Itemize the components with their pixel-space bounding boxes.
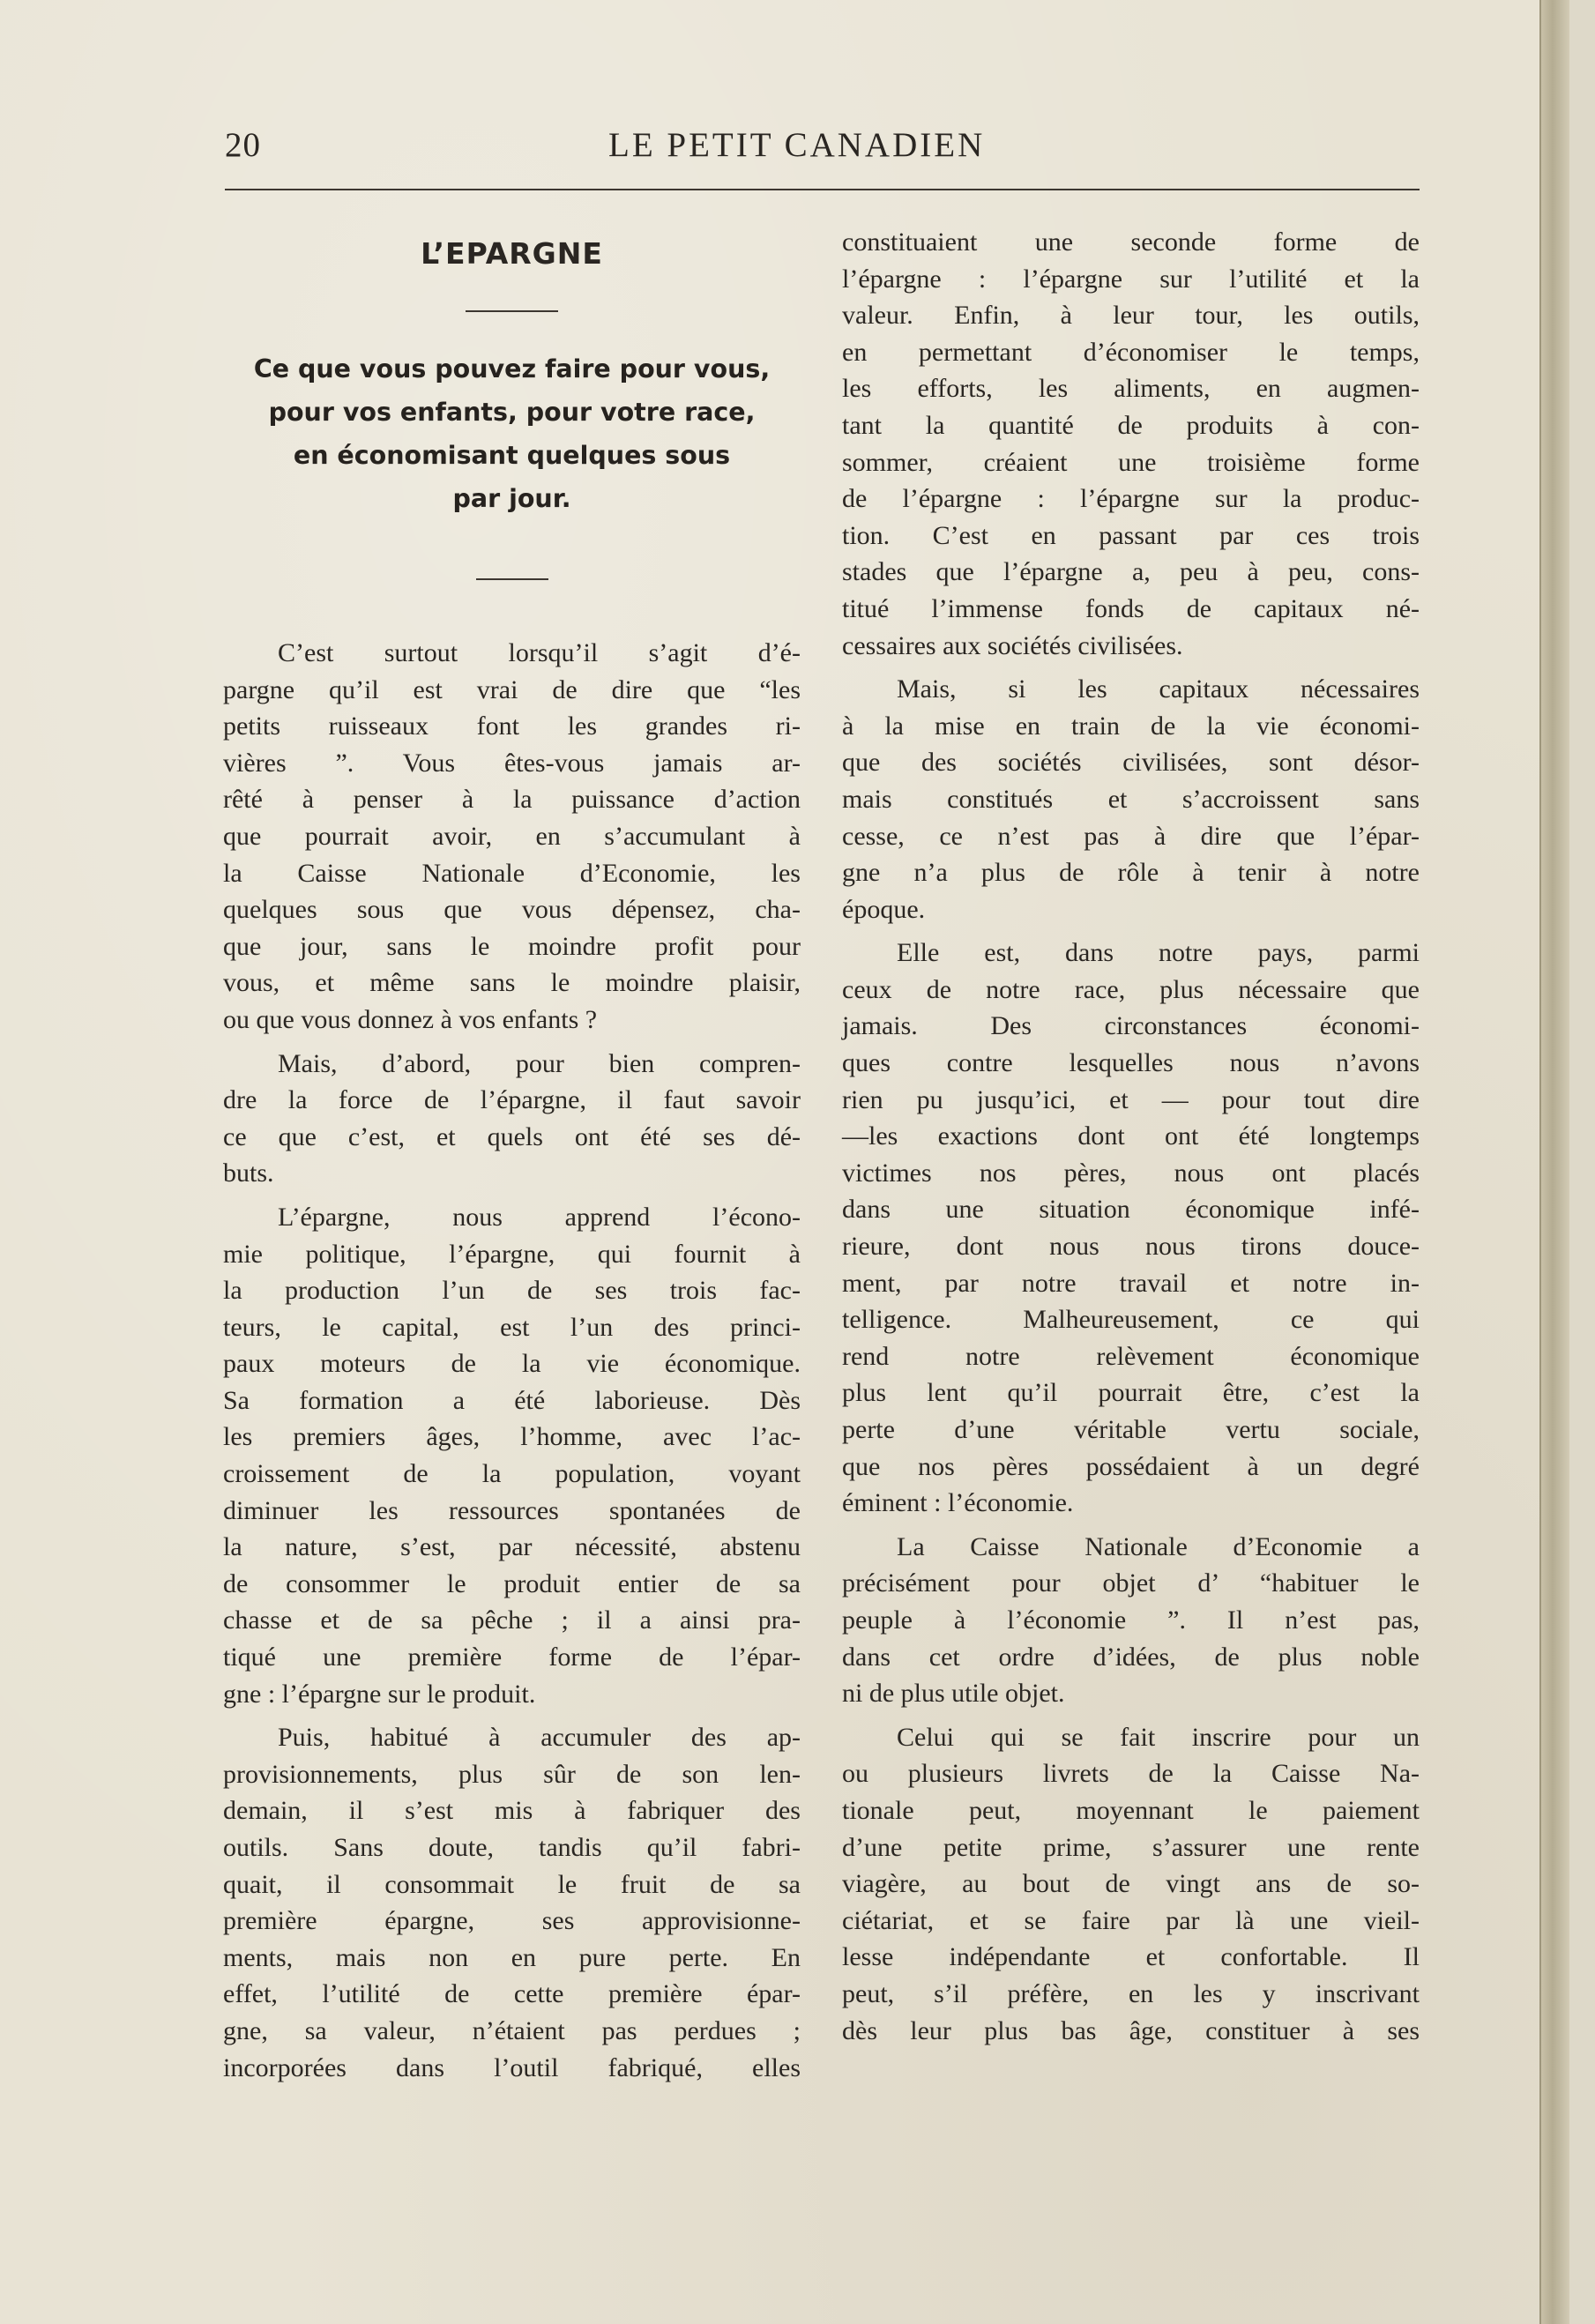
- text-line: les efforts, les aliments, en augmen-: [842, 374, 1420, 404]
- text-line: gne : l’épargne sur le produit.: [223, 1679, 536, 1709]
- text-line: outils. Sans doute, tandis qu’il fabri-: [223, 1833, 801, 1862]
- text-line: effet, l’utilité de cette première épar-: [223, 1979, 801, 2009]
- text-line: ou plusieurs livrets de la Caisse Na-: [842, 1759, 1420, 1789]
- text-line: la Caisse Nationale d’Economie, les: [223, 858, 801, 888]
- text-line: dans cet ordre d’idées, de plus noble: [842, 1642, 1420, 1672]
- text-line: quelques sous que vous dépensez, cha-: [223, 895, 801, 925]
- text-line: les premiers âges, l’homme, avec l’ac-: [223, 1422, 801, 1452]
- text-line: tion. C’est en passant par ces trois: [842, 520, 1420, 550]
- text-line: demain, il s’est mis à fabriquer des: [223, 1796, 801, 1826]
- text-line: rêté à penser à la puissance d’action: [223, 785, 801, 815]
- text-line: buts.: [223, 1158, 274, 1188]
- text-line: lesse indépendante et confortable. Il: [842, 1942, 1420, 1972]
- text-line: chasse et de sa pêche ; il a ainsi pra-: [223, 1605, 801, 1635]
- text-line: tant la quantité de produits à con-: [842, 410, 1420, 440]
- right-column-body: [842, 224, 1420, 2049]
- header-rule: [225, 189, 1420, 190]
- text-line: provisionnements, plus sûr de son len-: [223, 1759, 801, 1789]
- text-line: sommer, créaient une troisième forme: [842, 447, 1420, 477]
- text-line: stades que l’épargne a, peu à peu, cons-: [842, 557, 1420, 587]
- text-line: peut, s’il préfère, en les y inscrivant: [842, 1978, 1420, 2008]
- text-line: Elle est, dans notre pays, parmi: [897, 938, 1420, 968]
- text-line: en permettant d’économiser le temps,: [842, 337, 1420, 367]
- subtitle-line: Ce que vous pouvez faire pour vous,: [253, 354, 771, 384]
- text-line: titué l’immense fonds de capitaux né-: [842, 593, 1420, 623]
- text-line: perte d’une véritable vertu sociale,: [842, 1415, 1420, 1444]
- text-line: de consommer le produit entier de sa: [223, 1568, 801, 1598]
- paragraph: [842, 1719, 1420, 2049]
- text-line: ment, par notre travail et notre in-: [842, 1268, 1420, 1298]
- text-line: la production l’un de ses trois fac-: [223, 1276, 801, 1306]
- text-line: à la mise en train de la vie économi-: [842, 711, 1420, 741]
- page-number: 20: [225, 126, 261, 164]
- text-line: dès leur plus bas âge, constituer à ses: [842, 2015, 1420, 2045]
- text-line: Sa formation a été laborieuse. Dès: [223, 1385, 801, 1415]
- text-line: C’est surtout lorsqu’il s’agit d’é-: [278, 638, 801, 667]
- paragraph: [842, 224, 1420, 664]
- subtitle-divider: [476, 578, 548, 580]
- text-line: époque.: [842, 894, 926, 924]
- text-line: croissement de la population, voyant: [223, 1459, 801, 1489]
- text-line: teurs, le capital, est l’un des princi-: [223, 1312, 801, 1342]
- text-line: petits ruisseaux font les grandes ri-: [223, 711, 801, 741]
- text-line: gne, sa valeur, n’étaient pas perdues ;: [223, 2015, 801, 2045]
- text-line: vières ”. Vous êtes-vous jamais ar-: [223, 748, 801, 778]
- text-line: cesse, ce n’est pas à dire que l’épar-: [842, 821, 1420, 851]
- paragraph: [223, 635, 801, 1039]
- text-line: —les exactions dont ont été longtemps: [842, 1121, 1420, 1151]
- text-line: valeur. Enfin, à leur tour, les outils,: [842, 301, 1420, 331]
- left-column: [223, 224, 801, 2086]
- text-line: que nos pères possédaient à un degré: [842, 1451, 1420, 1481]
- text-line: dre la force de l’épargne, il faut savoir: [223, 1085, 801, 1115]
- text-line: ciétariat, et se faire par là une vieil-: [842, 1905, 1420, 1935]
- text-line: mie politique, l’épargne, qui fournit à: [223, 1239, 801, 1269]
- text-line: ce que c’est, et quels ont été ses dé-: [223, 1121, 801, 1151]
- title-divider: [466, 310, 558, 312]
- paragraph: [223, 1719, 801, 2086]
- paragraph: [842, 671, 1420, 927]
- text-line: L’épargne, nous apprend l’écono-: [278, 1202, 801, 1232]
- text-line: précisément pour objet d’ “habituer le: [842, 1568, 1420, 1598]
- text-line: dans une situation économique infé-: [842, 1195, 1420, 1225]
- left-column-body: [223, 635, 801, 2086]
- text-line: rien pu jusqu’ici, et — pour tout dire: [842, 1084, 1420, 1114]
- text-line: ments, mais non en pure perte. En: [223, 1942, 801, 1972]
- text-line: que des sociétés civilisées, sont désor-: [842, 748, 1420, 778]
- text-line: cessaires aux sociétés civilisées.: [842, 630, 1183, 660]
- paragraph: [842, 935, 1420, 1522]
- text-line: que pourrait avoir, en s’accumulant à: [223, 821, 801, 851]
- text-line: telligence. Malheureusement, ce qui: [842, 1305, 1420, 1335]
- text-line: pargne qu’il est vrai de dire que “les: [223, 674, 801, 704]
- text-line: constituaient une seconde forme de: [842, 227, 1420, 257]
- text-line: plus lent qu’il pourrait être, c’est la: [842, 1378, 1420, 1408]
- text-line: d’une petite prime, s’assurer une rente: [842, 1832, 1420, 1862]
- text-line: incorporées dans l’outil fabriqué, elles: [223, 2052, 801, 2082]
- text-line: jamais. Des circonstances économi-: [842, 1011, 1420, 1041]
- text-line: ou que vous donnez à vos enfants ?: [223, 1004, 598, 1034]
- article-title: L’EPARGNE: [421, 236, 603, 271]
- text-line: de l’épargne : l’épargne sur la produc-: [842, 484, 1420, 514]
- text-line: quait, il consommait le fruit de sa: [223, 1869, 801, 1899]
- text-line: Celui qui se fait inscrire pour un: [897, 1722, 1420, 1752]
- text-line: gne n’a plus de rôle à tenir à notre: [842, 858, 1420, 888]
- text-line: paux moteurs de la vie économique.: [223, 1349, 801, 1379]
- page-binding-edge: [1539, 0, 1569, 2324]
- text-line: Mais, d’abord, pour bien compren-: [278, 1048, 801, 1078]
- text-line: victimes nos pères, nous ont placés: [842, 1158, 1420, 1188]
- text-line: tiqué une première forme de l’épar-: [223, 1642, 801, 1672]
- text-line: viagère, au bout de vingt ans de so-: [842, 1869, 1420, 1899]
- text-line: ni de plus utile objet.: [842, 1679, 1065, 1709]
- text-line: que jour, sans le moindre profit pour: [223, 931, 801, 961]
- right-column: [842, 224, 1420, 2049]
- text-line: première épargne, ses approvisionne-: [223, 1906, 801, 1936]
- text-line: la nature, s’est, par nécessité, abstenu: [223, 1532, 801, 1562]
- text-line: rieure, dont nous nous tirons douce-: [842, 1232, 1420, 1262]
- paragraph: [223, 1199, 801, 1712]
- text-line: La Caisse Nationale d’Economie a: [897, 1531, 1420, 1561]
- running-title: LE PETIT CANADIEN: [608, 126, 986, 164]
- text-line: ques contre lesquelles nous n’avons: [842, 1048, 1420, 1078]
- paragraph: [223, 1046, 801, 1192]
- text-line: peuple à l’économie ”. Il n’est pas,: [842, 1605, 1420, 1635]
- text-line: diminuer les ressources spontanées de: [223, 1495, 801, 1525]
- article-subtitle: [223, 347, 801, 520]
- text-line: Puis, habitué à accumuler des ap-: [278, 1723, 801, 1753]
- text-line: rend notre relèvement économique: [842, 1341, 1420, 1371]
- text-line: mais constitués et s’accroissent sans: [842, 784, 1420, 814]
- text-line: éminent : l’économie.: [842, 1488, 1074, 1518]
- subtitle-line: en économisant quelques sous: [293, 441, 731, 470]
- text-line: tionale peut, moyennant le paiement: [842, 1795, 1420, 1825]
- text-line: vous, et même sans le moindre plaisir,: [223, 968, 801, 998]
- text-line: l’épargne : l’épargne sur l’utilité et la: [842, 264, 1420, 294]
- paragraph: [842, 1529, 1420, 1712]
- subtitle-line: pour vos enfants, pour votre race,: [268, 398, 756, 427]
- text-line: Mais, si les capitaux nécessaires: [897, 674, 1420, 704]
- text-line: ceux de notre race, plus nécessaire que: [842, 974, 1420, 1004]
- subtitle-line: par jour.: [452, 484, 571, 513]
